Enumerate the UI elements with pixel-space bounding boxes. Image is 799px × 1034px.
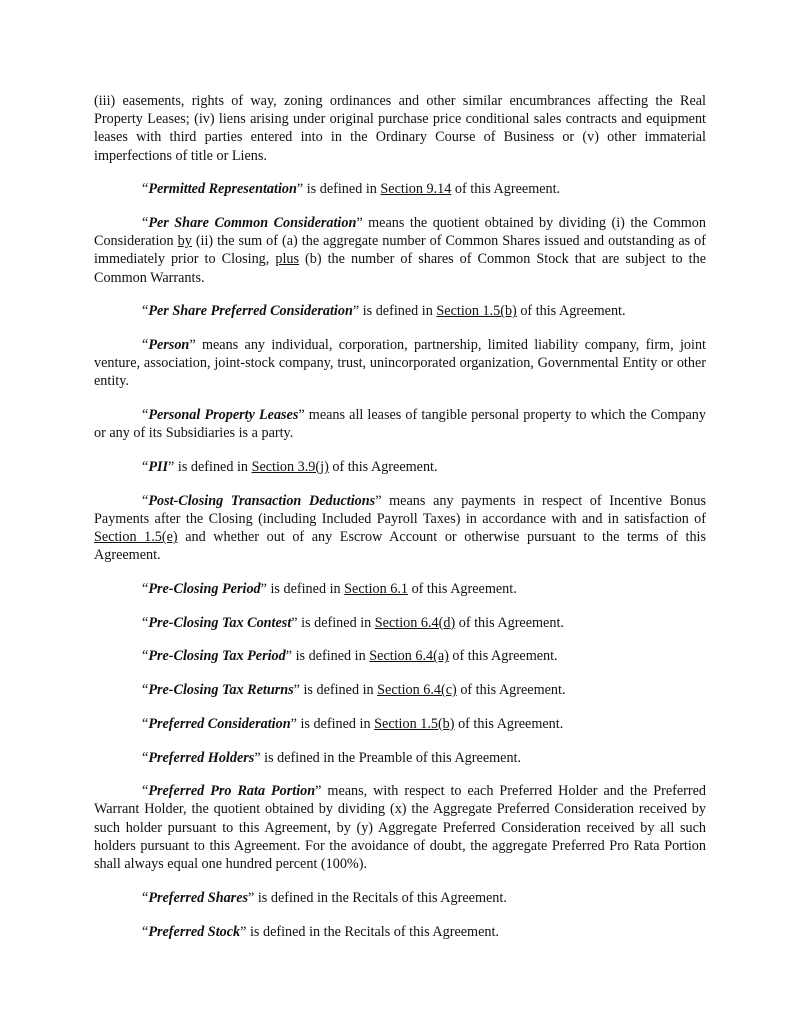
- body-text: ” means any payments in respect of Incentive Bonus Payments after the Closing (including Included Payroll Taxes) in accordance with and in satisfaction of: [94, 492, 706, 527]
- body-text: “: [142, 889, 149, 906]
- body-text: “: [142, 614, 149, 631]
- definition-pre-closing-tax-returns: [94, 681, 706, 699]
- body-text: “: [142, 715, 149, 732]
- section-reference: Section 6.1: [344, 581, 409, 598]
- document-page: [94, 92, 706, 956]
- body-text: (ii) the sum of (a) the aggregate number of Common Shares issued and outstanding as of immediately prior to Closing,: [94, 233, 706, 268]
- body-text: and whether out of any Escrow Account or otherwise pursuant to the terms of this Agreement.: [94, 529, 706, 564]
- section-reference: Section 1.5(b): [374, 715, 455, 732]
- body-text: “: [142, 492, 149, 509]
- defined-term: Preferred Shares: [148, 889, 249, 906]
- body-text: of this Agreement.: [456, 682, 566, 699]
- body-text: ” is defined in the Recitals of this Agreement.: [240, 923, 499, 940]
- section-reference: Section 6.4(c): [377, 682, 457, 699]
- body-text: “: [142, 337, 149, 354]
- body-text: “: [142, 648, 149, 665]
- body-text: ” means any individual, corporation, partnership, limited liability company, firm, joint venture, association, joint-stock company, trust, unincorporated organization, Governmental Entity or other entity.: [94, 337, 706, 390]
- body-text: of this Agreement.: [451, 181, 561, 198]
- body-text: of this Agreement.: [448, 648, 558, 665]
- definition-pre-closing-tax-period: [94, 647, 706, 665]
- body-text: of this Agreement.: [454, 715, 564, 732]
- body-text: ” is defined in: [291, 614, 375, 631]
- definition-preferred-consideration: [94, 715, 706, 733]
- section-reference: Section 6.4(a): [369, 648, 449, 665]
- defined-term: Permitted Representation: [148, 181, 297, 198]
- body-text: ” is defined in: [290, 715, 375, 732]
- body-text: “: [142, 783, 149, 800]
- definition-permitted-representation: [94, 180, 706, 198]
- body-text: “: [142, 923, 149, 940]
- body-text: (iii) easements, rights of way, zoning ordinances and other similar encumbrances affecting the Real Property Leases; (iv) liens arising under original purchase price conditional sales contracts and equipment leases with third parties entered into in the Ordinary Course of Business or (v) other immaterial imperfections of title or Liens.: [94, 93, 706, 164]
- body-text: “: [142, 407, 149, 424]
- defined-term: Pre-Closing Tax Contest: [148, 614, 292, 631]
- body-text: ” is defined in: [296, 181, 381, 198]
- defined-term: Personal Property Leases: [148, 407, 299, 424]
- defined-term: Preferred Stock: [148, 923, 241, 940]
- definition-preferred-holders: [94, 749, 706, 767]
- defined-term: Per Share Common Consideration: [148, 215, 357, 232]
- body-text: of this Agreement.: [516, 303, 626, 320]
- section-reference: Section 9.14: [380, 181, 452, 198]
- section-reference: Section 1.5(b): [436, 303, 517, 320]
- defined-term: Pre-Closing Tax Returns: [148, 682, 294, 699]
- definition-per-share-preferred-consideration: [94, 302, 706, 320]
- body-text: ” means all leases of tangible personal property to which the Company or any of its Subsidiaries is a party.: [94, 407, 706, 442]
- defined-term: Post-Closing Transaction Deductions: [148, 492, 376, 509]
- body-text: “: [142, 749, 149, 766]
- definitions-list: [94, 92, 706, 941]
- definition-pre-closing-period: [94, 580, 706, 598]
- defined-term: Preferred Consideration: [148, 715, 291, 732]
- definition-pii: [94, 458, 706, 476]
- section-reference: plus: [275, 251, 300, 268]
- defined-term: Pre-Closing Period: [148, 581, 261, 598]
- defined-term: Per Share Preferred Consideration: [148, 303, 353, 320]
- section-reference: by: [177, 233, 192, 250]
- body-text: ” means, with respect to each Preferred Holder and the Preferred Warrant Holder, the quotient obtained by dividing (x) the Aggregate Preferred Consideration received by such holder pursuant to this Agreement, by (y) Aggregate Preferred Consideration received by all such holders pursuant to this Agreement. For the avoidance of doubt, the aggregate Preferred Pro Rata Portion shall always equal one hundred percent (100%).: [94, 783, 706, 873]
- body-text: “: [142, 459, 149, 476]
- section-reference: Section 3.9(j): [251, 459, 329, 476]
- body-text: ” is defined in: [168, 459, 252, 476]
- definition-personal-property-leases: [94, 406, 706, 442]
- definition-pre-closing-tax-contest: [94, 614, 706, 632]
- body-text: “: [142, 181, 149, 198]
- definition-per-share-common-consideration: [94, 214, 706, 287]
- definition-person: [94, 336, 706, 391]
- definition-preferred-shares: [94, 889, 706, 907]
- definition-preferred-pro-rata-portion: [94, 782, 706, 873]
- body-text: “: [142, 215, 149, 232]
- body-text: “: [142, 581, 149, 598]
- body-text: ” is defined in: [285, 648, 370, 665]
- body-text: of this Agreement.: [328, 459, 438, 476]
- body-text: ” is defined in the Recitals of this Agreement.: [248, 889, 507, 906]
- definition-preferred-stock: [94, 923, 706, 941]
- definition-post-closing-transaction-deductions: [94, 492, 706, 565]
- defined-term: PII: [148, 459, 169, 476]
- body-text: of this Agreement.: [455, 614, 564, 631]
- body-text: ” is defined in the Preamble of this Agreement.: [254, 749, 522, 766]
- body-text: “: [142, 682, 149, 699]
- definition-liens-continued: [94, 92, 706, 165]
- defined-term: Person: [148, 337, 190, 354]
- body-text: ” is defined in: [260, 581, 345, 598]
- defined-term: Preferred Pro Rata Portion: [148, 783, 316, 800]
- defined-term: Pre-Closing Tax Period: [148, 648, 286, 665]
- section-reference: Section 6.4(d): [374, 614, 456, 631]
- body-text: of this Agreement.: [408, 581, 517, 598]
- body-text: ” is defined in: [352, 303, 437, 320]
- body-text: ” is defined in: [293, 682, 378, 699]
- section-reference: Section 1.5(e): [94, 529, 178, 546]
- defined-term: Preferred Holders: [148, 749, 255, 766]
- body-text: “: [142, 303, 149, 320]
- body-text: (b) the number of shares of Common Stock that are subject to the Common Warrants.: [94, 251, 706, 286]
- body-text: ” means the quotient obtained by dividing (i) the Common Consideration: [94, 215, 706, 250]
